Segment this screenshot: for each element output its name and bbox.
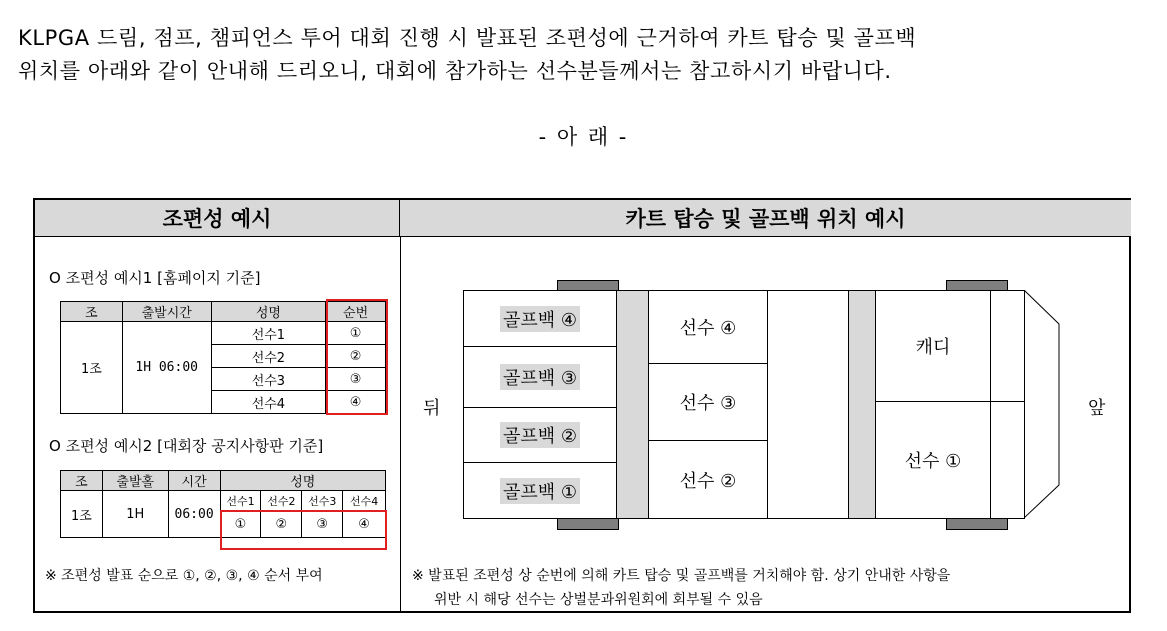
group-cell: 1조 [61, 322, 123, 414]
col-group: 조 [61, 302, 123, 322]
seat-label: 선수 ② [679, 470, 737, 492]
front-label: 앞 [1088, 398, 1106, 419]
golf-bag-label: 골프백 ③ [500, 364, 580, 390]
cart-middle-space [767, 290, 849, 519]
right-note-line-1: ※ 발표된 조편성 상 순번에 의해 카트 탑승 및 골프백를 거치해야 함. 상기 안내한 사항을 [412, 568, 951, 584]
intro-text [18, 22, 1158, 88]
right-header: 카트 탑승 및 골프백 위치 예시 [400, 200, 1131, 237]
order-cell: ② [261, 512, 302, 538]
wheel-front-bottom [946, 518, 1008, 530]
left-header: 조편성 예시 [35, 200, 400, 237]
golf-bag-label: 골프백 ① [500, 478, 580, 504]
col-order: 순번 [326, 302, 386, 322]
col-time: 시간 [168, 471, 220, 491]
rear-seat [648, 290, 768, 364]
name-cell: 선수4 [211, 391, 326, 414]
front-seat-caddie [875, 290, 991, 402]
name-cell: 선수2 [261, 491, 302, 512]
column-divider [400, 237, 401, 611]
rear-seat [648, 440, 768, 519]
seat-divider [848, 290, 876, 519]
left-note: ※ 조편성 발표 순으로 ①, ②, ③, ④ 순서 부여 [45, 568, 323, 584]
golf-bag-slot [463, 407, 617, 463]
order-cell: ② [326, 345, 386, 368]
golf-bag-slot [463, 462, 617, 519]
col-start-hole: 출발홀 [102, 471, 168, 491]
dashboard-bottom [990, 401, 1025, 519]
example2-title: O 조편성 예시2 [대회장 공지사항판 기준] [49, 437, 324, 455]
seat-label: 캐디 [915, 337, 951, 358]
wheel-rear-bottom [557, 518, 619, 530]
example1-title: O 조편성 예시1 [홈페이지 기준] [49, 269, 261, 287]
example1-table [60, 301, 386, 414]
name-cell: 선수2 [211, 345, 326, 368]
intro-line-2: 위치를 아래와 같이 안내해 드리오니, 대회에 참가하는 선수분들께서는 참고하시기 바랍니다. [18, 59, 892, 83]
order-cell: ④ [326, 391, 386, 414]
order-cell: ③ [302, 512, 343, 538]
seat-label: 선수 ③ [679, 393, 737, 414]
name-cell: 선수1 [220, 491, 261, 512]
guide-table [33, 198, 1131, 613]
time-cell: 1H 06:00 [122, 322, 211, 414]
example2-table [60, 470, 386, 538]
col-start-time: 출발시간 [122, 302, 211, 322]
rear-seat [648, 363, 768, 441]
seat-label: 선수 ① [904, 451, 962, 472]
front-seat-player1 [875, 401, 991, 519]
order-cell: ④ [343, 512, 386, 538]
bag-rack-divider [616, 290, 649, 519]
order-cell: ③ [326, 368, 386, 391]
order-cell: ① [326, 322, 386, 345]
golf-bag-label: 골프백 ④ [500, 306, 580, 332]
section-label: - 아 래 - [538, 125, 629, 149]
time-cell: 06:00 [168, 491, 220, 538]
name-cell: 선수1 [211, 322, 326, 345]
hole-cell: 1H [102, 491, 168, 538]
dashboard-top [990, 290, 1025, 402]
group-cell: 1조 [61, 491, 103, 538]
cart-front-nose [1024, 290, 1060, 519]
name-cell: 선수3 [302, 491, 343, 512]
name-cell: 선수4 [343, 491, 386, 512]
seat-label: 선수 ④ [679, 318, 737, 339]
golf-bag-label: 골프백 ② [500, 422, 580, 448]
golf-bag-slot [463, 346, 617, 408]
right-note-line-2: 위반 시 해당 선수는 상벌분과위원회에 회부될 수 있음 [434, 592, 763, 608]
col-name: 성명 [220, 471, 385, 491]
col-name: 성명 [211, 302, 326, 322]
rear-label: 뒤 [423, 398, 441, 419]
col-group: 조 [61, 471, 103, 491]
name-cell: 선수3 [211, 368, 326, 391]
golf-bag-slot [463, 290, 617, 347]
intro-line-1: KLPGA 드림, 점프, 챔피언스 투어 대회 진행 시 발표된 조편성에 근거하여 카트 탑승 및 골프백 [18, 26, 917, 50]
order-cell: ① [220, 512, 261, 538]
